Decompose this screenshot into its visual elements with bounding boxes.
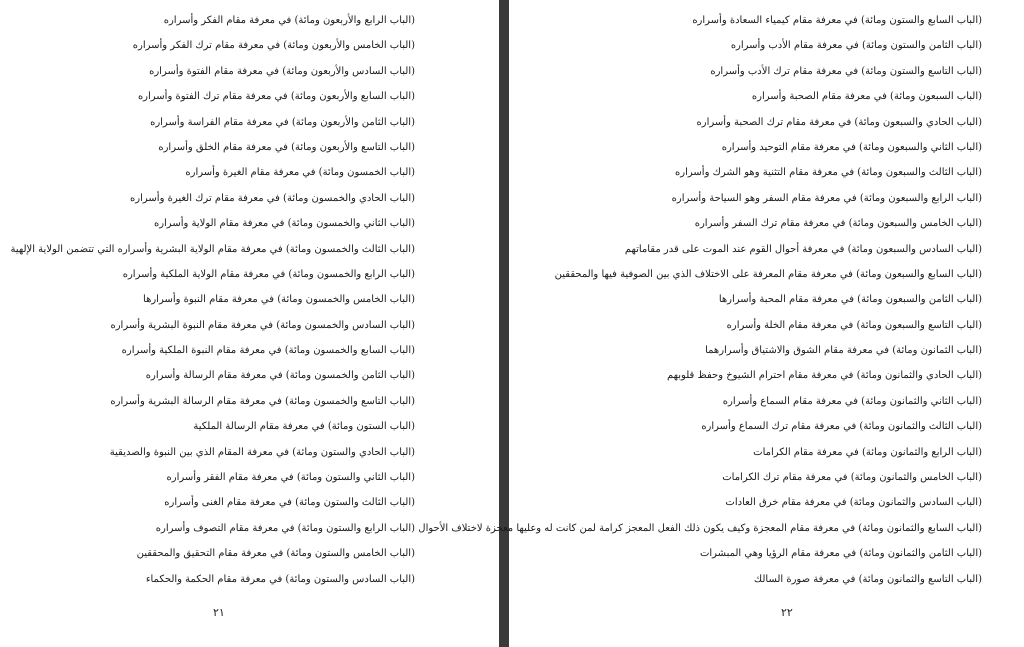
text-line: (الباب التاسع والخمسون ومائة) في معرفة مقام الرسالة البشرية وأسراره xyxy=(110,395,415,407)
text-line: (الباب السابع والخمسون ومائة) في معرفة مقام النبوة الملكية وأسراره xyxy=(121,345,415,357)
text-line: (الباب الثامن والأربعون ومائة) في معرفة مقام الفراسة وأسراره xyxy=(150,116,415,128)
text-line: (الباب الثامن والثمانون ومائة) في معرفة مقام الرؤيا وهي المبشرات xyxy=(699,548,982,560)
right-page-lines xyxy=(418,8,982,592)
book-gutter xyxy=(499,0,509,647)
text-line: (الباب الحادي والسبعون ومائة) في معرفة مقام ترك الصحبة وأسراره xyxy=(696,116,982,128)
text-line: (الباب الثامن والسبعون ومائة) في معرفة مقام المحبة وأسرارها xyxy=(718,294,982,306)
text-line: (الباب السابع والأربعون ومائة) في معرفة مقام ترك الفتوة وأسراره xyxy=(137,91,415,103)
text-line: (الباب السادس والثمانون ومائة) في معرفة مقام خرق العادات xyxy=(725,497,982,509)
text-line: (الباب السابع والثمانون ومائة) في معرفة مقام المعجزة وكيف يكون ذلك الفعل المعجز كرامة لمن كانت له وعليها معجزة لاختلاف الأحوال xyxy=(418,522,982,534)
text-line: (الباب الثاني والخمسون ومائة) في معرفة مقام الولاية وأسراره xyxy=(153,218,415,230)
text-line: (الباب الثمانون ومائة) في معرفة مقام الشوق والاشتياق وأسرارهما xyxy=(705,345,982,357)
text-line: (الباب الخمسون ومائة) في معرفة مقام الغيرة وأسراره xyxy=(185,167,415,179)
text-line: (الباب السابع والستون ومائة) في معرفة مقام كيمياء السعادة وأسراره xyxy=(692,15,982,26)
text-line: (الباب الخامس والستون ومائة) في معرفة مقام التحقيق والمحققين xyxy=(136,548,415,560)
text-line: (الباب الرابع والثمانون ومائة) في معرفة مقام الكرامات xyxy=(753,446,982,458)
text-line: (الباب الثالث والخمسون ومائة) في معرفة مقام الولاية البشرية وأسراره التي تتضمن الولاية الإلهية xyxy=(10,243,415,255)
text-line: (الباب الخامس والأربعون ومائة) في معرفة مقام ترك الفكر وأسراره xyxy=(132,40,415,52)
text-line: (الباب الحادي والخمسون ومائة) في معرفة مقام ترك الغيرة وأسراره xyxy=(130,192,415,204)
text-line: (الباب الستون ومائة) في معرفة مقام الرسالة الملكية xyxy=(193,421,415,433)
text-line: (الباب التاسع والثمانون ومائة) في معرفة صورة السالك xyxy=(753,573,982,585)
text-line: (الباب الرابع والستون ومائة) في معرفة مقام التصوف وأسراره xyxy=(155,522,415,534)
text-line: (الباب الخامس والسبعون ومائة) في معرفة مقام ترك السفر وأسراره xyxy=(694,218,982,230)
text-line: (الباب التاسع والأربعون ومائة) في معرفة مقام الخلق وأسراره xyxy=(158,141,415,153)
text-line: (الباب الثامن والخمسون ومائة) في معرفة مقام الرسالة وأسراره xyxy=(145,370,415,382)
text-line: (الباب الخامس والخمسون ومائة) في معرفة مقام النبوة وأسرارها xyxy=(143,294,415,306)
text-line: (الباب الحادي والستون ومائة) في معرفة المقام الذي بين النبوة والصديقية xyxy=(109,446,415,458)
page-number: ٢١ xyxy=(213,606,225,619)
text-line: (الباب التاسع والسبعون ومائة) في معرفة مقام الخلة وأسراره xyxy=(726,319,982,331)
text-line: (الباب الرابع والأربعون ومائة) في معرفة مقام الفكر وأسراره xyxy=(163,15,415,26)
text-line: (الباب الثالث والسبعون ومائة) في معرفة مقام التثنية وهو الشرك وأسراره xyxy=(675,167,982,179)
left-page xyxy=(0,0,499,647)
left-page-lines xyxy=(10,8,415,592)
text-line: (الباب الثاني والستون ومائة) في معرفة مقام الفقر وأسراره xyxy=(166,472,415,484)
text-line: (الباب السابع والسبعون ومائة) في معرفة مقام المعرفة على الاختلاف الذي بين الصوفية فيها والمحققين xyxy=(554,268,982,280)
text-line: (الباب الثالث والستون ومائة) في معرفة مقام الغنى وأسراره xyxy=(164,497,415,509)
text-line: (الباب الحادي والثمانون ومائة) في معرفة مقام احترام الشيوخ وحفظ قلوبهم xyxy=(667,370,982,382)
text-line: (الباب الثالث والثمانون ومائة) في معرفة مقام ترك السماع وأسراره xyxy=(701,421,982,433)
text-line: (الباب السادس والخمسون ومائة) في معرفة مقام النبوة البشرية وأسراره xyxy=(110,319,415,331)
text-line: (الباب الرابع والسبعون ومائة) في معرفة مقام السفر وهو السياحة وأسراره xyxy=(671,192,982,204)
page-number: ٢٢ xyxy=(781,606,793,619)
text-line: (الباب السادس والستون ومائة) في معرفة مقام الحكمة والحكماء xyxy=(145,573,415,585)
text-line: (الباب التاسع والستون ومائة) في معرفة مقام ترك الأدب وأسراره xyxy=(710,65,982,77)
text-line: (الباب السادس والأربعون ومائة) في معرفة مقام الفتوة وأسراره xyxy=(149,65,415,77)
text-line: (الباب الثاني والسبعون ومائة) في معرفة مقام التوحيد وأسراره xyxy=(721,141,982,153)
text-line: (الباب الرابع والخمسون ومائة) في معرفة مقام الولاية الملكية وأسراره xyxy=(122,268,415,280)
right-page xyxy=(418,0,1024,647)
text-line: (الباب الخامس والثمانون ومائة) في معرفة مقام ترك الكرامات xyxy=(722,472,982,484)
text-line: (الباب الثاني والثمانون ومائة) في معرفة مقام السماع وأسراره xyxy=(722,395,982,407)
text-line: (الباب السادس والسبعون ومائة) في معرفة أحوال القوم عند الموت على قدر مقاماتهم xyxy=(624,243,982,255)
text-line: (الباب الثامن والستون ومائة) في معرفة مقام الأدب وأسراره xyxy=(730,40,982,52)
text-line: (الباب السبعون ومائة) في معرفة مقام الصحبة وأسراره xyxy=(751,91,982,103)
